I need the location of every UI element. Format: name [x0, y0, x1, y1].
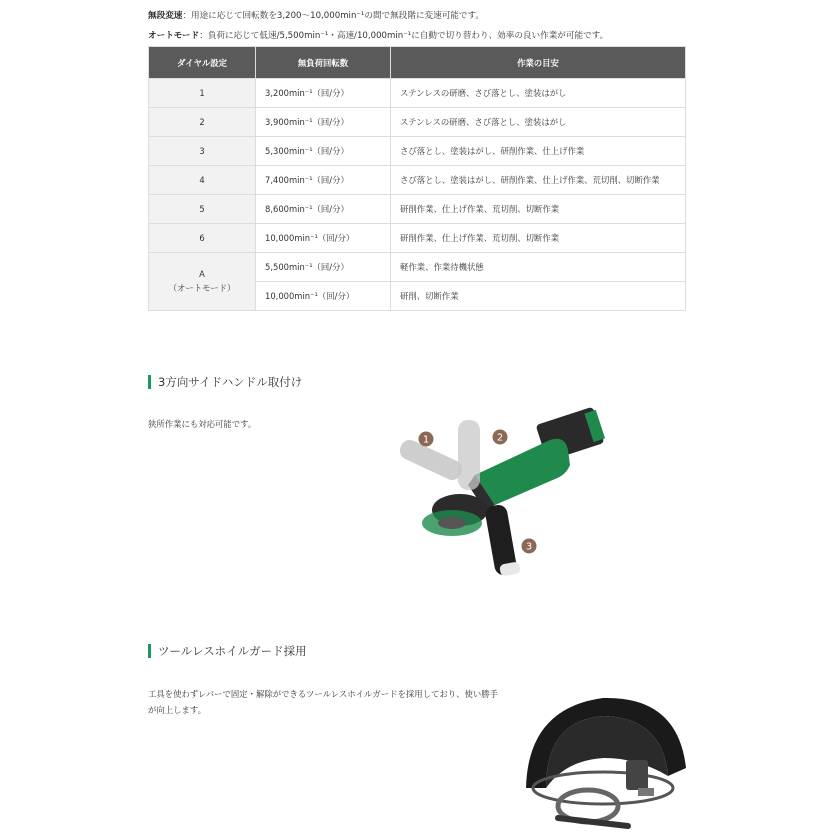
- dial-cell: 5: [149, 195, 256, 224]
- work-cell: さび落とし、塗装はがし、研削作業、仕上げ作業、荒切削、切断作業: [391, 166, 686, 195]
- table-row: [149, 195, 686, 224]
- header-dial: ダイヤル設定: [149, 47, 256, 79]
- header-work: 作業の目安: [391, 47, 686, 79]
- section-desc-side-handle: 狭所作業にも対応可能です。: [148, 419, 257, 429]
- dial-cell: 4: [149, 166, 256, 195]
- table-row: [149, 166, 686, 195]
- table-row: [149, 79, 686, 108]
- speed-cell: 5,300min⁻¹（回/分）: [256, 137, 391, 166]
- guard-lever: [626, 760, 648, 790]
- speed-cell: 10,000min⁻¹（回/分）: [256, 282, 391, 311]
- speed-cell: 3,200min⁻¹（回/分）: [256, 79, 391, 108]
- work-cell: さび落とし、塗装はがし、研削作業、仕上げ作業: [391, 137, 686, 166]
- table-row: [149, 224, 686, 253]
- speed-cell: 3,900min⁻¹（回/分）: [256, 108, 391, 137]
- speed-cell: 10,000min⁻¹（回/分）: [256, 224, 391, 253]
- guard-screw: [638, 788, 654, 796]
- svg-text:3: 3: [525, 541, 533, 553]
- dial-cell: 1: [149, 79, 256, 108]
- work-cell: 研削作業、仕上げ作業、荒切削、切断作業: [391, 195, 686, 224]
- section-title-side-handle: 3方向サイドハンドル取付け: [148, 374, 302, 390]
- speed-cell: 8,600min⁻¹（回/分）: [256, 195, 391, 224]
- work-cell: 研削作業、仕上げ作業、荒切削、切断作業: [391, 224, 686, 253]
- svg-text:2: 2: [496, 432, 504, 444]
- svg-text:1: 1: [422, 434, 430, 446]
- side-handle-illustration: [390, 405, 620, 585]
- table-row: [149, 253, 686, 282]
- intro-line-variable-speed: 無段変速：用途に応じて回転数を3,200〜10,000min⁻¹の間で無段階に変速可能です。: [148, 11, 484, 21]
- speed-cell: 5,500min⁻¹（回/分）: [256, 253, 391, 282]
- work-cell: ステンレスの研磨、さび落とし、塗装はがし: [391, 79, 686, 108]
- dial-cell-auto: A （オートモード）: [149, 253, 256, 311]
- work-cell: 研削、切断作業: [391, 282, 686, 311]
- intro-line-auto-mode: オートモード：負荷に応じて低速/5,500min⁻¹・高速/10,000min⁻¹に自動で切り替わり、効率の良い作業が可能です。: [148, 31, 609, 41]
- section-title-wheel-guard: ツールレスホイルガード採用: [148, 643, 307, 659]
- section-desc-wheel-guard: 工具を使わずレバーで固定・解除ができるツールレスホイルガードを採用しており、使い勝手 が向上します。: [148, 689, 499, 715]
- guard-band: [558, 818, 628, 826]
- spindle: [438, 517, 466, 529]
- work-cell: 軽作業、作業待機状態: [391, 253, 686, 282]
- dial-cell: 6: [149, 224, 256, 253]
- dial-cell: 2: [149, 108, 256, 137]
- handle-position-2: [458, 420, 480, 490]
- intro-text: [148, 6, 608, 46]
- speed-cell: 7,400min⁻¹（回/分）: [256, 166, 391, 195]
- header-speed: 無負荷回転数: [256, 47, 391, 79]
- table-row: [149, 108, 686, 137]
- dial-cell: 3: [149, 137, 256, 166]
- wheel-guard-illustration: [518, 688, 690, 832]
- table-header-row: [149, 47, 686, 79]
- speed-settings-table: [148, 46, 686, 311]
- work-cell: ステンレスの研磨、さび落とし、塗装はがし: [391, 108, 686, 137]
- table-row: [149, 137, 686, 166]
- grinder-body: [475, 439, 570, 505]
